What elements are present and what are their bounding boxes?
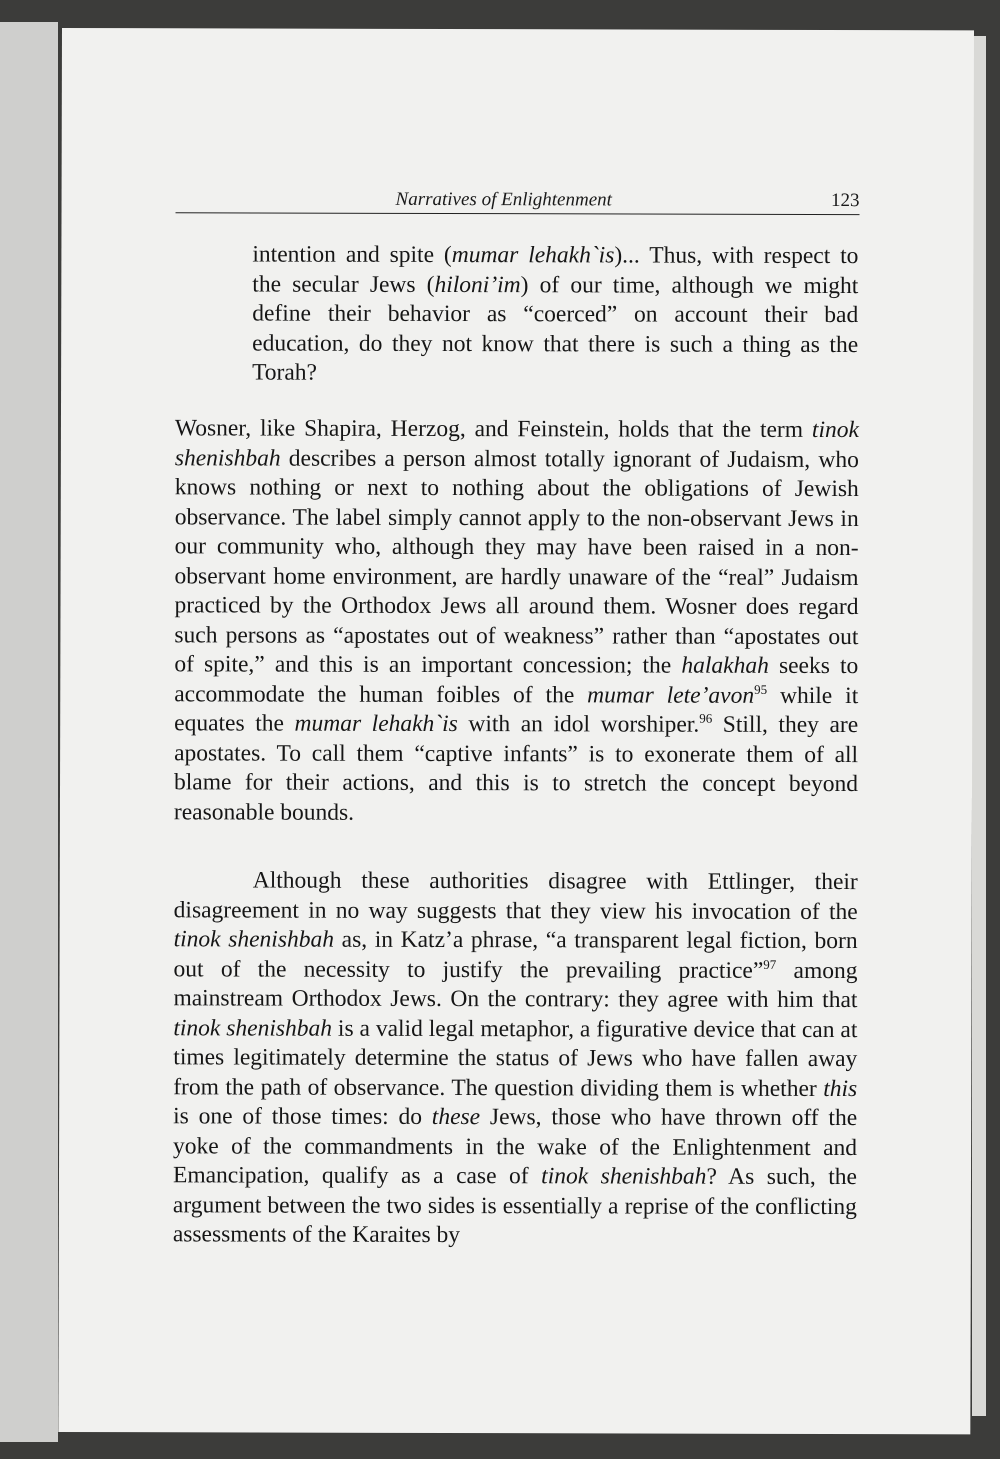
italic-term: mumar lete’avon (587, 681, 755, 709)
text-run: Although these authorities disagree with Ettlinger, their disagreement in no way suggests that they view his invocation of the (173, 867, 858, 925)
paragraph-wosner (174, 414, 859, 829)
text-run: intention and spite ( (252, 241, 452, 269)
text-run: seeks to accommodate the human foibles of the (174, 652, 859, 708)
footnote-ref: 97 (763, 956, 777, 972)
italic-term: this (823, 1075, 858, 1102)
text-run: describes a person almost totally ignorant of Judaism, who knows nothing or next to nothing about the obligations of Jewish observance. The label simply cannot apply to the non-observant Jews in our community who, although they may have been raised in a non-observant home environment, are hardly unaware of the “real” Judaism practiced by the Orthodox Jews all around them. Wosner does regard such persons as “apostates out of weakness” rather than “apostates out of spite,” and this is an important concession; the (174, 445, 859, 679)
text-run: while it equates the (174, 682, 859, 737)
text-run: is one of those times: do (173, 1103, 432, 1130)
text-run: among mainstream Orthodox Jews. On the contrary: they agree with him that (173, 957, 858, 1014)
footnote-ref: 96 (699, 710, 713, 726)
paragraph-ettlinger (173, 866, 858, 1251)
text-run: )... Thus, with respect to the secular Jews ( (252, 242, 859, 298)
text-run: Wosner, like Shapira, Herzog, and Feinstein, holds that the term (174, 415, 812, 443)
text-run: with an idol worshiper. (457, 711, 700, 738)
running-head (176, 188, 860, 215)
text-run: Still, they are apostates. To call them “captive infants” is to exonerate them of all blame for their actions, and this is to stretch the concept beyond reasonable bounds. (173, 711, 859, 826)
page-stack-edge (972, 36, 986, 1416)
text-run: as, in Katz’a phrase, “a transparent legal fiction, born out of the necessity to justify the prevailing practice” (173, 926, 858, 984)
italic-term: mumar lehakh`is (451, 242, 615, 269)
book-page (58, 28, 974, 1434)
italic-term: hiloni’im (434, 271, 521, 298)
previous-page-edge (0, 22, 58, 1442)
italic-term: tinok shenishbah (173, 926, 335, 953)
italic-term: halakhah (681, 652, 769, 679)
italic-term: tinok shenishbah (541, 1163, 707, 1190)
text-run: ) of our time, although we might define their behavior as “coerced” on account their bad education, do they not know that there is such a thing as the Torah? (252, 271, 859, 386)
italic-term: tinok shenishbah (174, 416, 859, 472)
footnote-ref: 95 (754, 681, 768, 697)
italic-term: these (431, 1103, 481, 1131)
italic-term: tinok shenishbah (173, 1014, 333, 1042)
text-run: is a valid legal metaphor, a figurative device that can at times legitimately determine the status of Jews who have fallen away from the path of observance. The question dividing them is whether (173, 1015, 858, 1102)
block-quote (252, 240, 858, 389)
page-number: 123 (831, 190, 860, 212)
text-run: Jews, those who have thrown off the yoke of the commandments in the wake of the Enlightenment and Emancipation, qualify as a case of (172, 1104, 858, 1190)
running-head-title: Narratives of Enlightenment (395, 188, 612, 211)
italic-term: mumar lehakh`is (294, 710, 458, 738)
text-run: ? As such, the argument between the two sides is essentially a reprise of the conflicting assessments of the Karaites by (172, 1163, 858, 1249)
